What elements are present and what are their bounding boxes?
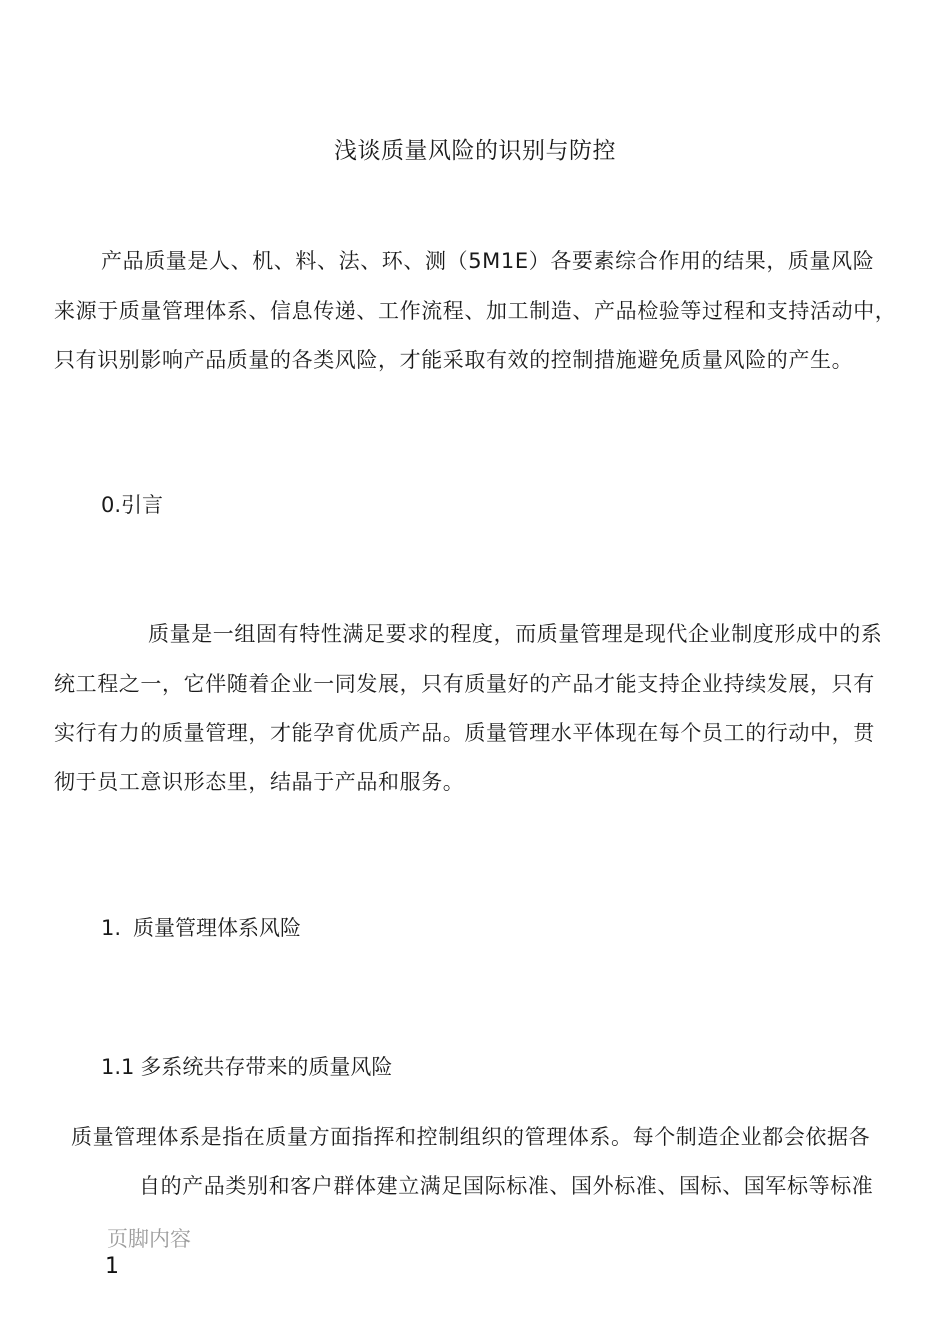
section-0-line-3: 实行有力的质量管理，才能孕育优质产品。质量管理水平体现在每个员工的行动中，贯	[54, 721, 875, 745]
abstract-line-3: 只有识别影响产品质量的各类风险，才能采取有效的控制措施避免质量风险的产生。	[54, 348, 854, 372]
section-0-line-1: 质量是一组固有特性满足要求的程度，而质量管理是现代企业制度形成中的系	[148, 622, 883, 646]
section-1-1-line-1: 质量管理体系是指在质量方面指挥和控制组织的管理体系。每个制造企业都会依据各	[71, 1125, 871, 1149]
section-0-line-2: 统工程之一，它伴随着企业一同发展，只有质量好的产品才能支持企业持续发展，只有	[54, 672, 875, 696]
section-1-1-heading	[101, 1052, 392, 1082]
section-1-1-number: 1.1	[101, 1055, 135, 1079]
abstract-line-1-pre: 产品质量是人、机、料、法、环、测（	[101, 249, 469, 273]
document-title: 浅谈质量风险的识别与防控	[334, 138, 616, 164]
section-0-heading	[101, 490, 163, 520]
section-0-number: 0.	[101, 493, 122, 517]
section-1-1-title: 多系统共存带来的质量风险	[140, 1055, 393, 1079]
abstract-line-2: 来源于质量管理体系、信息传递、工作流程、加工制造、产品检验等过程和支持活动中，	[54, 299, 897, 323]
section-1-title: 质量管理体系风险	[133, 916, 302, 940]
section-1-heading	[101, 913, 301, 943]
page-number: 1	[105, 1254, 119, 1279]
abstract-line-1-post: ）各要素综合作用的结果，质量风险	[528, 249, 875, 273]
section-1-number: 1.	[101, 916, 122, 940]
abstract-code: 5M1E	[468, 249, 529, 273]
section-1-1-line-2: 自的产品类别和客户群体建立满足国际标准、国外标准、国标、国军标等标准	[139, 1174, 874, 1198]
section-0-title: 引言	[121, 493, 164, 517]
footer-text: 页脚内容	[107, 1227, 191, 1251]
abstract-line-1	[101, 246, 874, 276]
section-0-line-4: 彻于员工意识形态里，结晶于产品和服务。	[54, 770, 465, 794]
